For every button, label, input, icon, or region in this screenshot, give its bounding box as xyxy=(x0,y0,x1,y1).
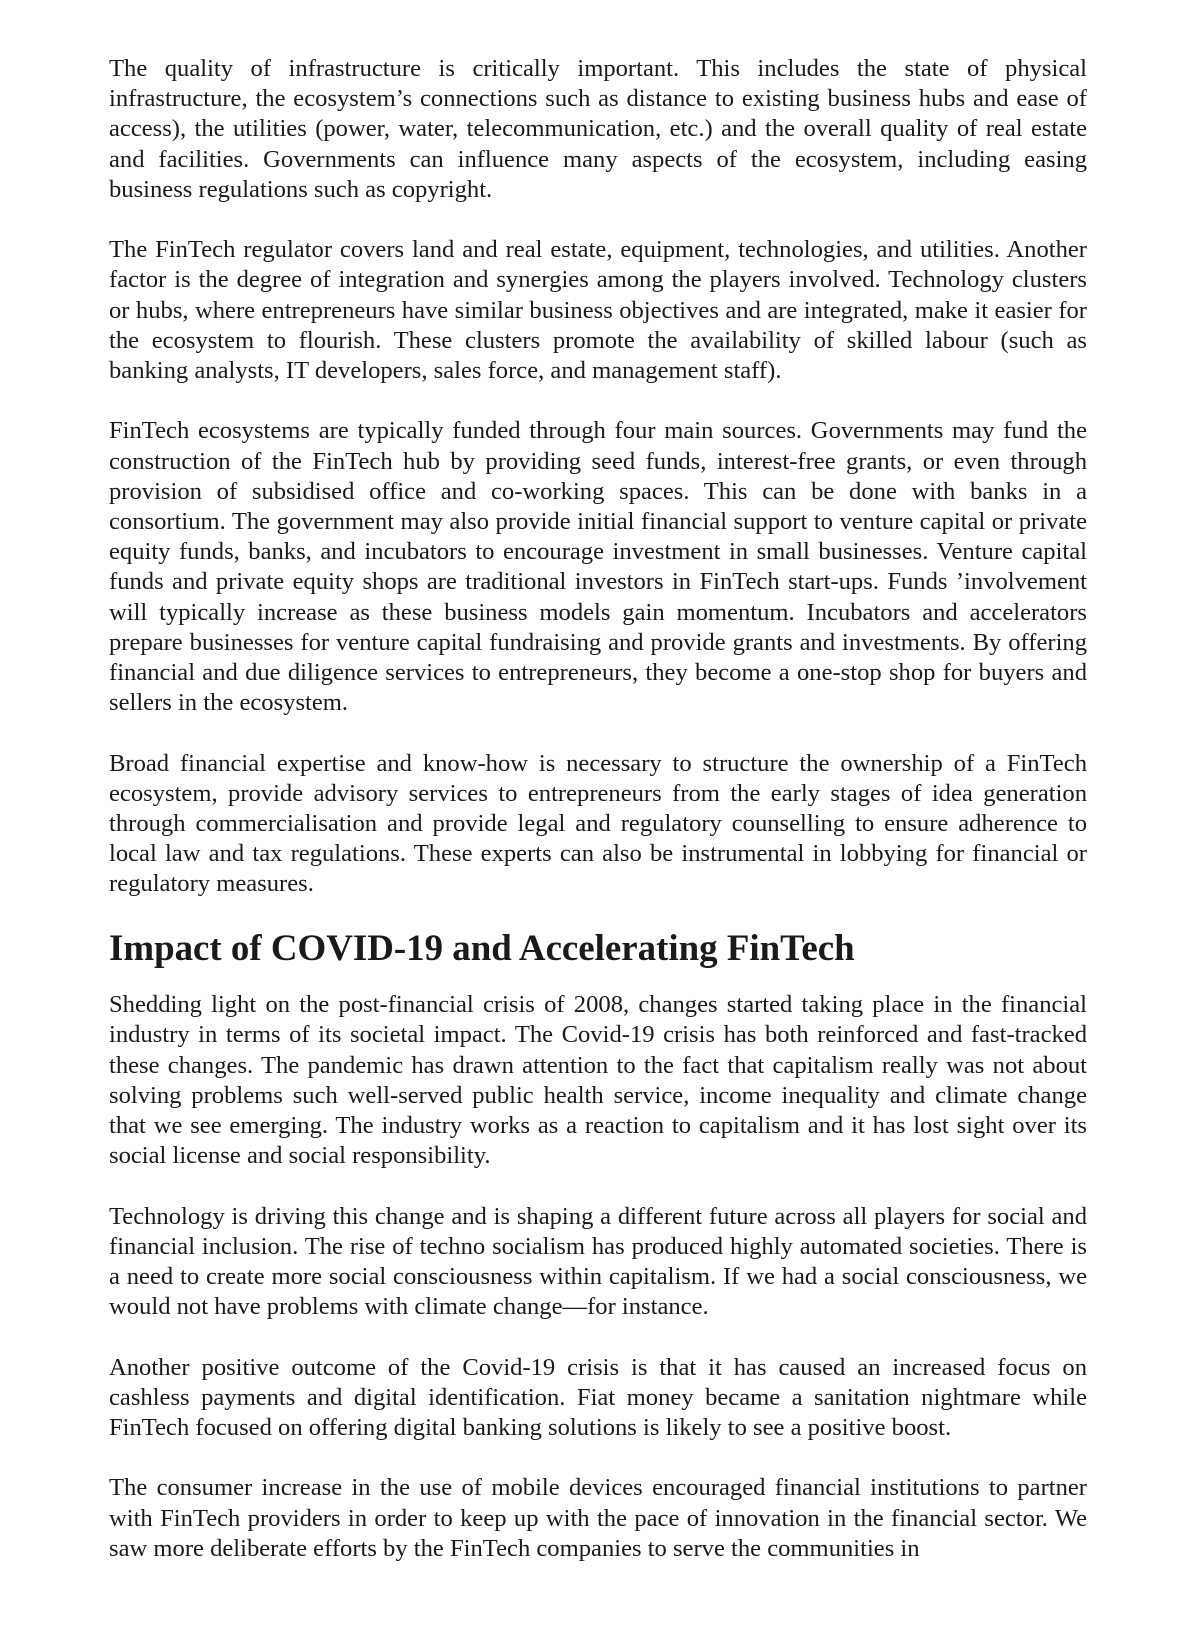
document-page xyxy=(109,54,1087,1564)
paragraph-technology: Technology is driving this change and is shaping a different future across all players for social and financial inclusion. The rise of techno socialism has produced highly automated societies. There is a need to create more social consciousness within capitalism. If we had a social consciousness, we would not have problems with climate change—for instance. xyxy=(109,1202,1087,1321)
paragraph-expertise: Broad financial expertise and know-how is necessary to structure the ownership of a FinTech ecosystem, provide advisory services to entrepreneurs from the early stages of idea generation through commercialisation and provide legal and regulatory counselling to ensure adherence to local law and tax regulations. These experts can also be instrumental in lobbying for financial or regulatory measures. xyxy=(109,749,1087,898)
paragraph-funding: FinTech ecosystems are typically funded through four main sources. Governments may fund the construction of the FinTech hub by providing seed funds, interest-free grants, or even through provision of subsidised office and co-working spaces. This can be done with banks in a consortium. The government may also provide initial financial support to venture capital or private equity funds, banks, and incubators to encourage investment in small businesses. Venture capital funds and private equity shops are traditional investors in FinTech start-ups. Funds ’involvement will typically increase as these business models gain momentum. Incubators and accelerators prepare businesses for venture capital fundraising and provide grants and investments. By offering financial and due diligence services to entrepreneurs, they become a one-stop shop for buyers and sellers in the ecosystem. xyxy=(109,417,1087,717)
paragraph-cashless: Another positive outcome of the Covid-19 crisis is that it has caused an increased focus on cashless payments and digital identification. Fiat money became a sanitation nightmare while FinTech focused on offering digital banking solutions is likely to see a positive boost. xyxy=(109,1353,1087,1442)
section-heading: Impact of COVID-19 and Accelerating FinTech xyxy=(109,926,855,968)
paragraph-infrastructure: The quality of infrastructure is critically important. This includes the state of physical infrastructure, the ecosystem’s connections such as distance to existing business hubs and ease of access), the utilities (power, water, telecommunication, etc.) and the overall quality of real estate and facilities. Governments can influence many aspects of the ecosystem, including easing business regulations such as copyright. xyxy=(109,55,1087,203)
paragraph-post-crisis: Shedding light on the post-financial crisis of 2008, changes started taking place in the financial industry in terms of its societal impact. The Covid-19 crisis has both reinforced and fast-tracked these changes. The pandemic has drawn attention to the fact that capitalism really was not about solving problems such well-served public health service, income inequality and climate change that we see emerging. The industry works as a reaction to capitalism and it has lost sight over its social license and social responsibility. xyxy=(109,991,1087,1170)
paragraph-mobile: The consumer increase in the use of mobile devices encouraged financial institutions to partner with FinTech providers in order to keep up with the pace of innovation in the financial sector. We saw more deliberate efforts by the FinTech companies to serve the communities in xyxy=(109,1474,1087,1562)
paragraph-regulator: The FinTech regulator covers land and real estate, equipment, technologies, and utilities. Another factor is the degree of integration and synergies among the players involved. Technology clusters or hubs, where entrepreneurs have similar business objectives and are integrated, make it easier for the ecosystem to flourish. These clusters promote the availability of skilled labour (such as banking analysts, IT developers, sales force, and management staff). xyxy=(109,236,1087,385)
